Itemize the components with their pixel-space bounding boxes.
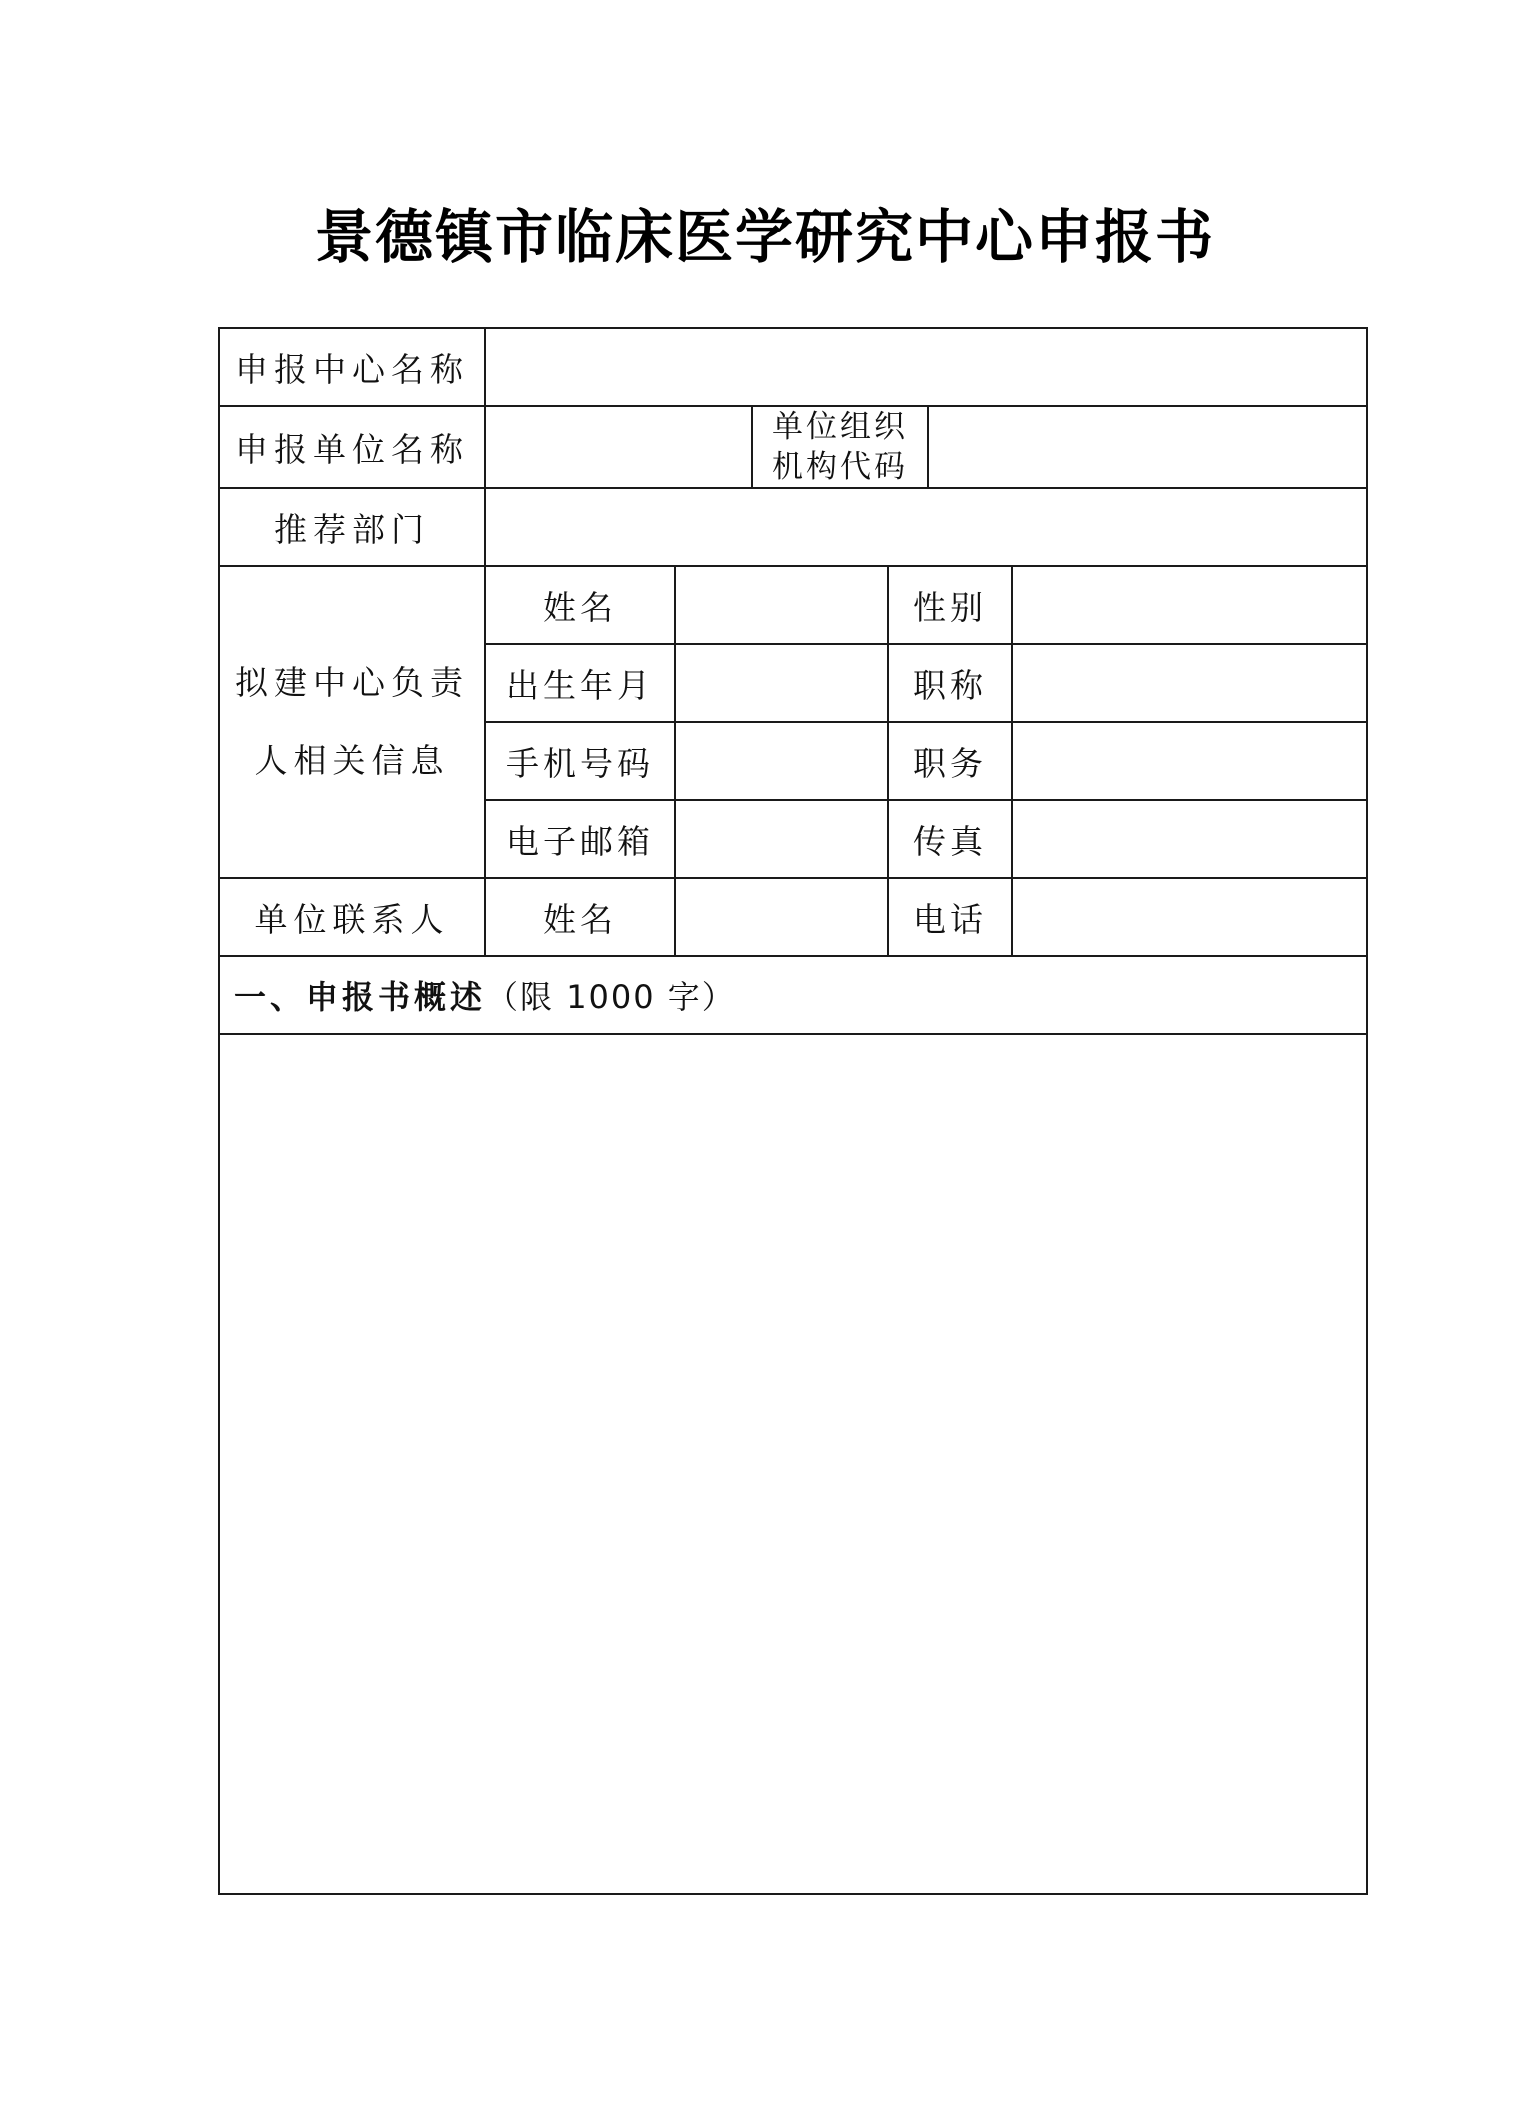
leader-position-label: 职务 xyxy=(888,722,1012,800)
center-name-label: 申报中心名称 xyxy=(219,328,485,406)
leader-name-label: 姓名 xyxy=(485,566,675,644)
leader-birth-field[interactable] xyxy=(675,644,888,722)
section1-body-row xyxy=(219,1034,1367,1894)
section1-heading-text: 一、申报书概述 xyxy=(234,978,487,1016)
section1-heading xyxy=(219,956,1367,1034)
leader-gender-field[interactable] xyxy=(1012,566,1367,644)
leader-info-label-line2: 人相关信息 xyxy=(254,741,450,780)
org-code-label-line2: 机构代码 xyxy=(772,449,908,485)
leader-mobile-field[interactable] xyxy=(675,722,888,800)
unit-name-label: 申报单位名称 xyxy=(219,406,485,488)
leader-position-field[interactable] xyxy=(1012,722,1367,800)
leader-email-field[interactable] xyxy=(675,800,888,878)
contact-phone-label: 电话 xyxy=(888,878,1012,956)
section1-body-field[interactable] xyxy=(219,1034,1367,1894)
org-code-label-line1: 单位组织 xyxy=(772,409,908,445)
contact-name-field[interactable] xyxy=(675,878,888,956)
document-title: 景德镇市临床医学研究中心申报书 xyxy=(314,203,1215,271)
leader-title-label: 职称 xyxy=(888,644,1012,722)
leader-row-1 xyxy=(219,566,1367,644)
leader-mobile-label: 手机号码 xyxy=(485,722,675,800)
leader-fax-field[interactable] xyxy=(1012,800,1367,878)
center-name-row xyxy=(219,328,1367,406)
recommend-dept-field[interactable] xyxy=(485,488,1367,566)
contact-phone-field[interactable] xyxy=(1012,878,1367,956)
unit-name-field[interactable] xyxy=(485,406,752,488)
leader-title-field[interactable] xyxy=(1012,644,1367,722)
leader-info-label-line1: 拟建中心负责 xyxy=(235,663,469,702)
org-code-label xyxy=(752,406,928,488)
section1-heading-row xyxy=(219,956,1367,1034)
contact-label: 单位联系人 xyxy=(219,878,485,956)
leader-birth-label: 出生年月 xyxy=(485,644,675,722)
center-name-field[interactable] xyxy=(485,328,1367,406)
leader-gender-label: 性别 xyxy=(888,566,1012,644)
contact-row xyxy=(219,878,1367,956)
leader-name-field[interactable] xyxy=(675,566,888,644)
leader-email-label: 电子邮箱 xyxy=(485,800,675,878)
leader-fax-label: 传真 xyxy=(888,800,1012,878)
unit-name-row xyxy=(219,406,1367,488)
recommend-dept-label: 推荐部门 xyxy=(219,488,485,566)
org-code-field[interactable] xyxy=(928,406,1367,488)
application-form-table xyxy=(218,327,1368,1895)
contact-name-label: 姓名 xyxy=(485,878,675,956)
section1-note: （限 1000 字） xyxy=(486,978,736,1016)
leader-info-label xyxy=(219,566,485,878)
recommend-dept-row xyxy=(219,488,1367,566)
